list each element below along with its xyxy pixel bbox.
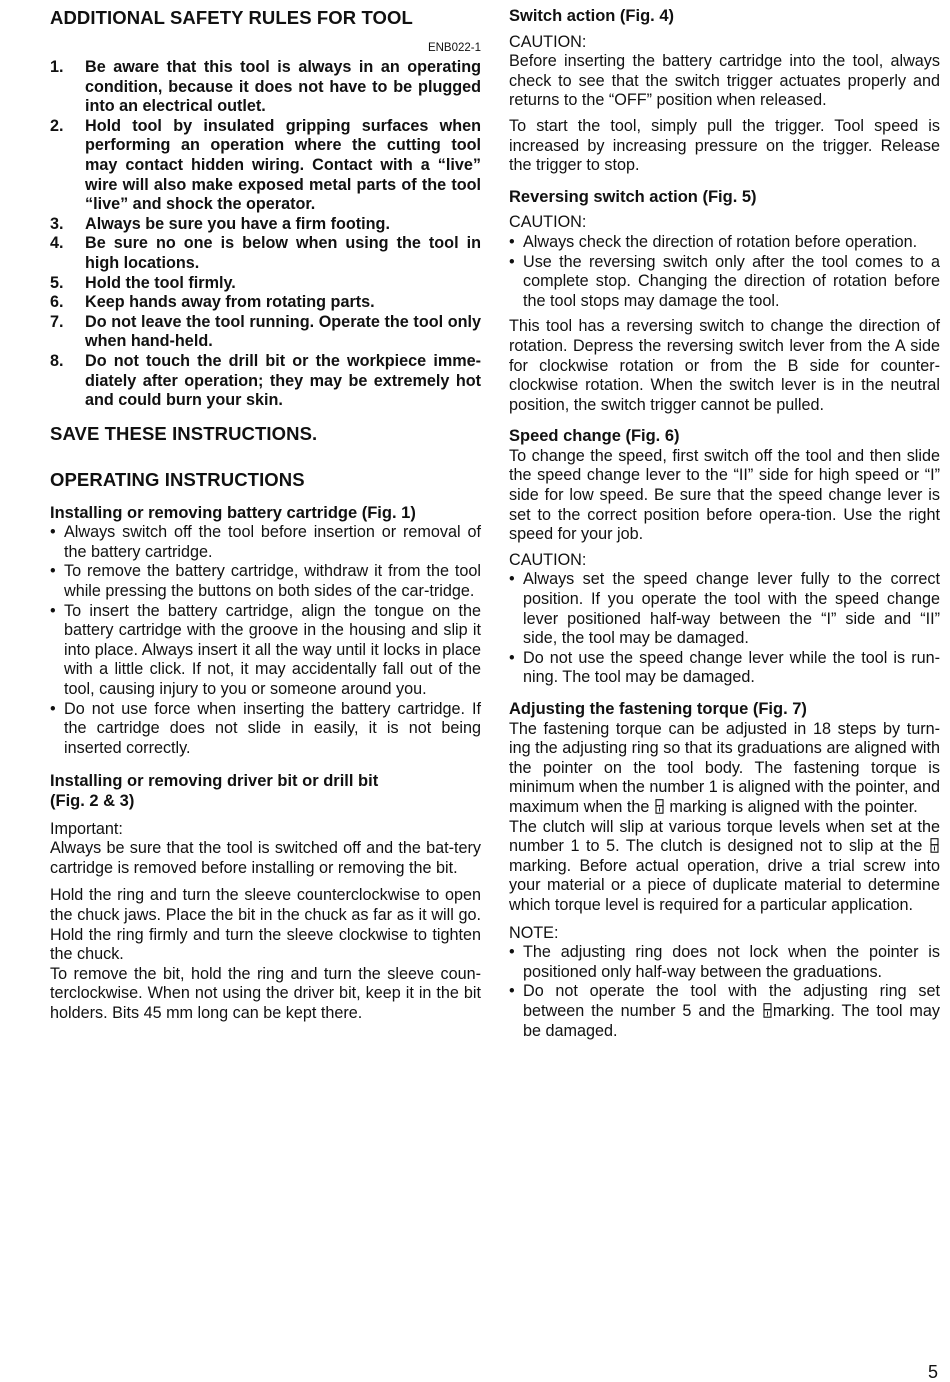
speed-heading: Speed change (Fig. 6)	[509, 427, 680, 446]
speed-caution-label: CAUTION:	[509, 550, 587, 569]
save-instructions-heading: SAVE THESE INSTRUCTIONS.	[50, 422, 318, 444]
speed-bullets	[509, 570, 940, 688]
reversing-caution-label: CAUTION:	[509, 213, 587, 232]
drill-mode-icon	[930, 838, 939, 853]
left-column	[50, 7, 481, 1024]
list-item: • Do not operate the tool with the adjusting ring set between the number 5 and the marking. The tool may be damaged.	[509, 982, 941, 1040]
list-item: 7. Do not leave the tool running. Operate the tool only when hand-held.	[50, 312, 481, 351]
torque-paragraph-2: The clutch will slip at various torque levels when set at the number 1 to 5. The clutch is designed not to slip at the marking. Before actual operation, drive a trial screw into your material or a piece of duplicate material to determine which torque level is required for a particular application.	[509, 817, 940, 914]
list-item: 3. Always be sure you have a firm footing.	[50, 214, 390, 233]
battery-heading: Installing or removing battery cartridge (Fig. 1)	[50, 503, 416, 522]
battery-bullets	[50, 523, 481, 758]
doc-code: ENB022-1	[427, 42, 481, 54]
torque-heading: Adjusting the fastening torque (Fig. 7)	[509, 700, 807, 718]
list-item: 8. Do not touch the drill bit or the workpiece imme-diately after operation; they may be extremely hot and could burn your skin.	[50, 351, 481, 410]
list-item: • Always switch off the tool before insertion or removal of the battery cartridge.	[50, 523, 481, 561]
switch-caution-label: CAUTION:	[509, 32, 587, 51]
list-item: 5. Hold the tool firmly.	[50, 273, 236, 292]
list-item: • Always set the speed change lever fully to the correct position. If you operate the tool with the speed change lever positioned half-way between the “I” side and “II” side, the tool may be damaged.	[509, 570, 940, 648]
list-item: • To insert the battery cartridge, align the tongue on the battery cartridge with the groove in the housing and slip it into place. Always insert it all the way until it locks in place with a little click. If not, it may accidentally fall out of the tool, causing injury to you or someone around you.	[50, 601, 481, 699]
list-item: • To remove the battery cartridge, withdraw it from the tool while pressing the buttons on both sides of the car-tridge.	[50, 562, 481, 601]
list-item: 6. Keep hands away from rotating parts.	[50, 293, 375, 312]
list-item: 2. Hold tool by insulated gripping surfaces when performing an operation where the cutting tool may contact hidden wiring. Contact with a “live” wire will also make exposed metal parts of the tool “live” and shock the operator.	[50, 116, 481, 214]
switch-caution-text: Before inserting the battery cartridge into the tool, always check to see that the switch trigger actuates properly and returns to the “OFF” position when released.	[509, 52, 940, 110]
bit-paragraph-1: Hold the ring and turn the sleeve counterclockwise to open the chuck jaws. Place the bit in the chuck as far as it will go. Hold the ring firmly and turn the sleeve clockwise to tighten the chuck.	[50, 886, 481, 964]
list-item: • Do not use force when inserting the battery cartridge. If the cartridge does not slide in easily, it is not being inserted correctly.	[50, 699, 481, 757]
operating-instructions-title: OPERATING INSTRUCTIONS	[50, 468, 305, 490]
reversing-bullets	[509, 233, 940, 311]
reversing-heading: Reversing switch action (Fig. 5)	[509, 187, 757, 206]
drill-mode-icon	[655, 799, 664, 814]
important-text: Always be sure that the tool is switched off and the bat-tery cartridge is removed before installing or removing the bit.	[50, 839, 481, 877]
bit-paragraph-2: To remove the bit, hold the ring and turn the sleeve coun-terclockwise. When not using the driver bit, keep it in the bit holders. Bits 45 mm long can be kept there.	[50, 964, 481, 1022]
safety-rules-list	[50, 58, 481, 411]
note-label: NOTE:	[509, 923, 559, 942]
switch-heading: Switch action (Fig. 4)	[509, 7, 675, 25]
list-item: • Use the reversing switch only after the tool comes to a complete stop. Changing the direction of rotation before the tool stops may damage the tool.	[509, 252, 940, 310]
switch-paragraph: To start the tool, simply pull the trigger. Tool speed is increased by increasing pressure on the trigger. Release the trigger to stop.	[509, 116, 940, 175]
speed-paragraph: To change the speed, first switch off the tool and then slide the speed change lever to the “II” side for high speed or “I” side for low speed. Be sure that the speed change lever is set to the correct position before opera-tion. Use the right speed for your job.	[509, 446, 940, 544]
list-item: 4. Be sure no one is below when using the tool in high locations.	[50, 234, 481, 272]
torque-paragraph-1: The fastening torque can be adjusted in 18 steps by turn-ing the adjusting ring so that its graduations are aligned with the pointer on the tool body. The fastening torque is minimum when the number 1 is aligned with the pointer, and maximum when the marking is aligned with the pointer.	[509, 719, 941, 816]
list-item: 1. Be aware that this tool is always in an operating condition, because it does not have to be plugged into an electrical outlet.	[50, 58, 481, 116]
important-label: Important:	[50, 819, 123, 838]
reversing-paragraph: This tool has a reversing switch to change the direction of rotation. Depress the reversing switch lever from the A side for clockwise rotation or from the B side for counter-clockwise rotation. When the switch lever is in the neutral position, the switch trigger cannot be pulled.	[509, 317, 940, 414]
bit-heading: Installing or removing driver bit or drill bit (Fig. 2 & 3)	[50, 772, 379, 810]
page-number: 5	[927, 1362, 938, 1382]
additional-safety-title: ADDITIONAL SAFETY RULES FOR TOOL	[50, 7, 413, 28]
list-item: • Do not use the speed change lever while the tool is run-ning. The tool may be damaged.	[509, 648, 940, 687]
drill-mode-icon	[763, 1003, 772, 1018]
list-item: • Always check the direction of rotation before operation.	[509, 232, 918, 251]
list-item: • The adjusting ring does not lock when the pointer is positioned only half-way between the graduations.	[509, 943, 940, 981]
note-bullets	[509, 943, 940, 1041]
right-column	[509, 7, 940, 1041]
